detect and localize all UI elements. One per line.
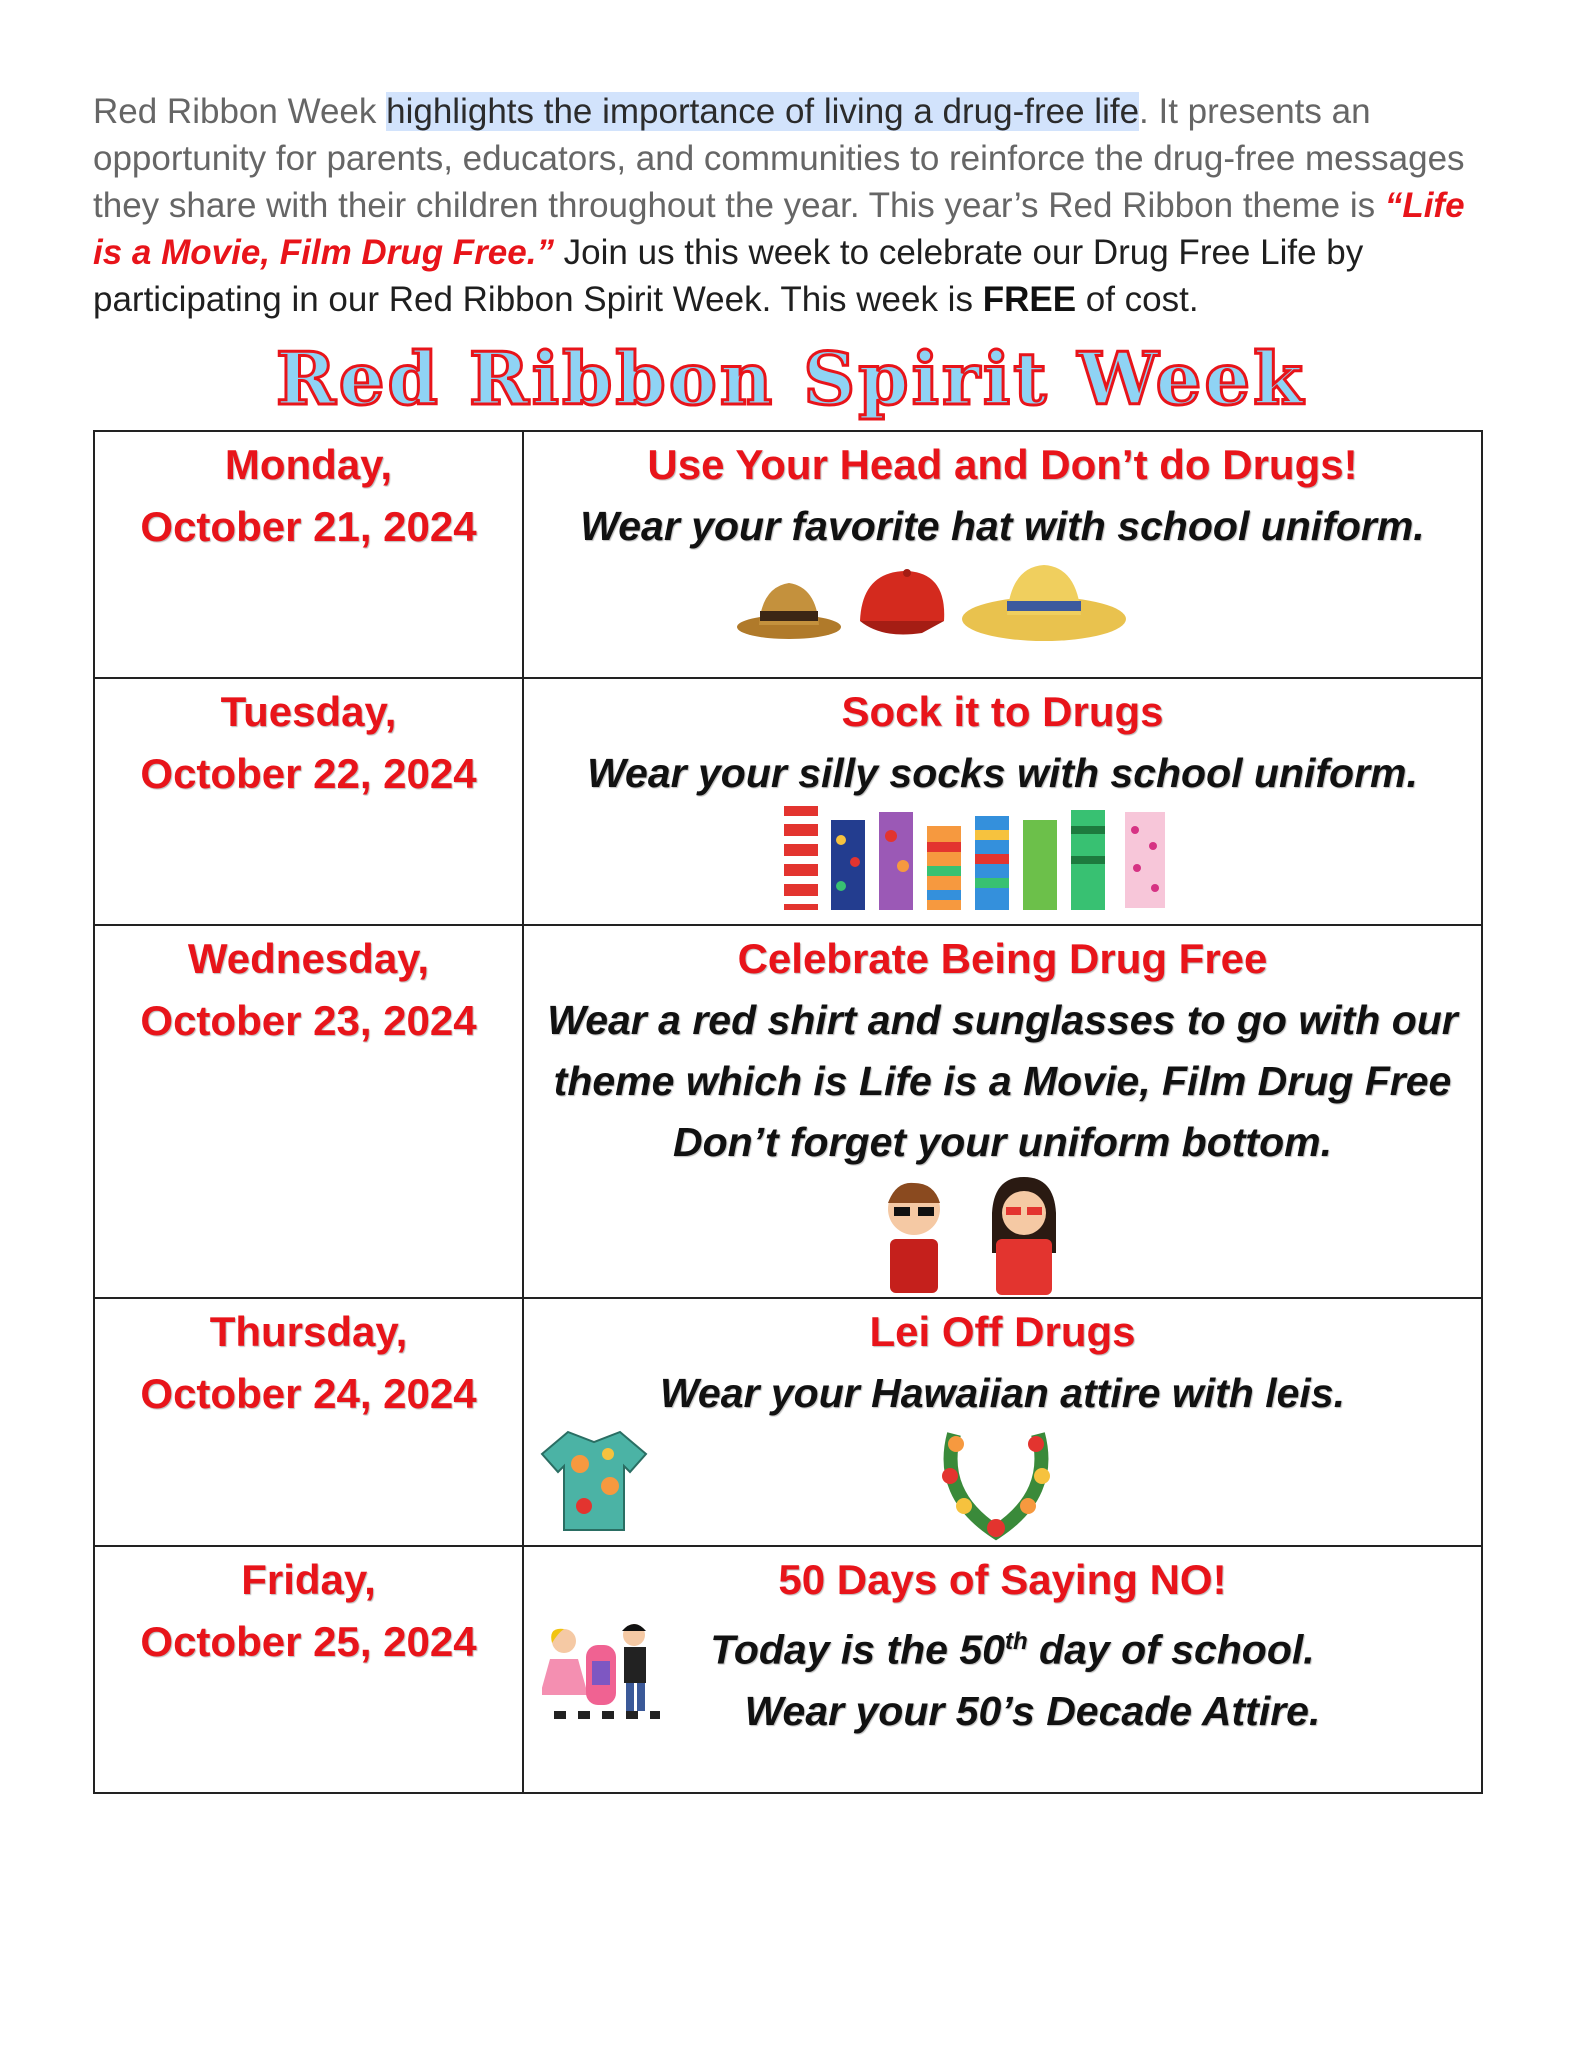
flower-lei-icon bbox=[934, 1424, 1058, 1542]
event-description: Wear your 50’s Decade Attire. bbox=[744, 1687, 1321, 1734]
event-description: theme which is Life is a Movie, Film Drug Free bbox=[553, 1058, 1452, 1104]
event-description: Wear your silly socks with school uniform. bbox=[587, 750, 1418, 796]
fedora-hat-icon bbox=[734, 565, 844, 645]
intro-highlight: highlights the importance of living a drug-free life bbox=[386, 92, 1140, 131]
girl-sunglasses-icon bbox=[982, 1173, 1066, 1297]
day-date: October 24, 2024 bbox=[140, 1370, 477, 1417]
day-cell bbox=[94, 431, 523, 678]
event-cell bbox=[523, 1546, 1482, 1793]
boy-sunglasses-icon bbox=[876, 1177, 952, 1297]
table-row bbox=[94, 1298, 1482, 1546]
day-cell bbox=[94, 925, 523, 1298]
event-description-part: Today is the 50 bbox=[710, 1626, 1005, 1673]
intro-text: Red Ribbon Week bbox=[93, 92, 387, 131]
intro-theme: “Life is a Movie, Film Drug Free.” bbox=[93, 186, 1465, 272]
day-date: October 21, 2024 bbox=[140, 503, 477, 550]
event-title: Lei Off Drugs bbox=[869, 1308, 1136, 1355]
straw-sun-hat-icon bbox=[959, 557, 1129, 647]
banner-title-text: Red Ribbon Spirit Week bbox=[275, 336, 1307, 421]
event-title: Sock it to Drugs bbox=[841, 688, 1164, 735]
day-name: Wednesday, bbox=[187, 935, 430, 982]
baseball-cap-icon bbox=[852, 561, 952, 645]
event-images bbox=[524, 557, 1481, 649]
table-row bbox=[94, 925, 1482, 1298]
day-name: Monday, bbox=[224, 441, 393, 488]
event-images bbox=[524, 1173, 1481, 1297]
day-name: Tuesday, bbox=[220, 688, 397, 735]
event-description-part: day of school. bbox=[1027, 1626, 1315, 1673]
hawaiian-shirt-icon bbox=[538, 1424, 650, 1534]
table-row bbox=[94, 431, 1482, 678]
event-title: Celebrate Being Drug Free bbox=[737, 935, 1268, 982]
table-row bbox=[94, 678, 1482, 925]
fifties-dancers-icon bbox=[542, 1619, 660, 1719]
event-cell bbox=[523, 431, 1482, 678]
event-description-sup: th bbox=[1004, 1628, 1028, 1655]
event-description: Don’t forget your uniform bottom. bbox=[673, 1119, 1332, 1165]
event-cell bbox=[523, 678, 1482, 925]
day-date: October 22, 2024 bbox=[140, 750, 477, 797]
day-cell bbox=[94, 1546, 523, 1793]
silly-socks-icon bbox=[779, 806, 1189, 914]
banner-title bbox=[0, 332, 1583, 422]
table-row bbox=[94, 1546, 1482, 1793]
day-name: Friday, bbox=[241, 1556, 376, 1603]
day-name: Thursday, bbox=[209, 1308, 408, 1355]
intro-text: . It presents an opportunity for parents, educators, and communities to reinforce the drug-free messages they share with their children throughout the year. This year’s Red Ribbon theme is bbox=[93, 92, 1465, 225]
event-description: Wear a red shirt and sunglasses to go with our bbox=[547, 997, 1458, 1043]
day-date: October 23, 2024 bbox=[140, 997, 477, 1044]
event-title: 50 Days of Saying NO! bbox=[778, 1556, 1227, 1603]
event-cell bbox=[523, 1298, 1482, 1546]
event-images bbox=[524, 1424, 1481, 1542]
day-date: October 25, 2024 bbox=[140, 1618, 477, 1665]
event-cell bbox=[523, 925, 1482, 1298]
day-cell bbox=[94, 678, 523, 925]
spirit-week-table bbox=[93, 430, 1483, 1794]
event-description: Wear your favorite hat with school uniform. bbox=[580, 503, 1425, 549]
event-title: Use Your Head and Don’t do Drugs! bbox=[647, 441, 1358, 488]
intro-text: Join us this week to celebrate our Drug Free Life by participating in our Red Ribbon Spirit Week. This week is bbox=[93, 233, 1364, 319]
intro-paragraph bbox=[93, 88, 1493, 323]
day-cell bbox=[94, 1298, 523, 1546]
intro-free: FREE bbox=[982, 280, 1077, 319]
event-images bbox=[524, 804, 1481, 914]
event-description bbox=[544, 1611, 1481, 1681]
event-description: Wear your Hawaiian attire with leis. bbox=[659, 1370, 1346, 1416]
intro-text: of cost. bbox=[1076, 280, 1199, 319]
